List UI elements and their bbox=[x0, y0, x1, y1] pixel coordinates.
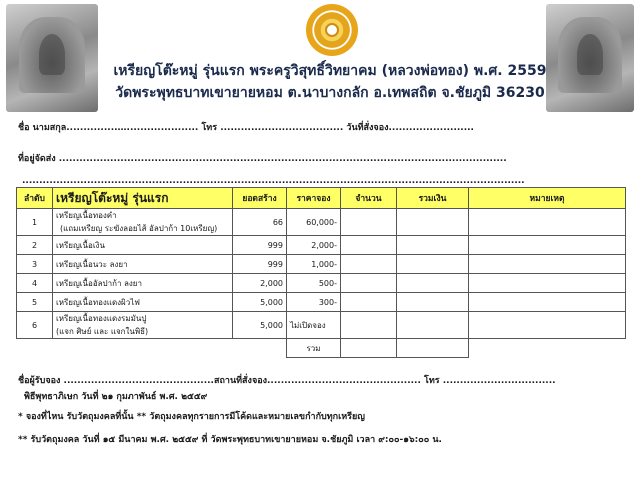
row-item: เหรียญเนื้อนวะ ลงยา bbox=[53, 255, 233, 274]
row-remark[interactable] bbox=[469, 274, 626, 293]
table-row bbox=[17, 236, 626, 255]
row-amount[interactable] bbox=[341, 312, 397, 339]
col-remark: หมายเหตุ bbox=[469, 188, 626, 209]
col-total: รวมเงิน bbox=[397, 188, 469, 209]
note-1: * จองที่ไหน รับวัตถุมงคลที่นั้น ** วัตถุมงคลทุกรายการมีโค้ดและหมายเลขกำกับทุกเหรียญ bbox=[18, 412, 365, 422]
row-amount[interactable] bbox=[341, 209, 397, 236]
table-row bbox=[17, 209, 626, 236]
row-amount[interactable] bbox=[341, 255, 397, 274]
total-sum[interactable] bbox=[397, 339, 469, 358]
table-row bbox=[17, 255, 626, 274]
row-total[interactable] bbox=[397, 209, 469, 236]
title-line-2: วัดพระพุทธบาทเขายายหอม ต.นาบางกลัก อ.เทพสถิต จ.ชัยภูมิ 36230 bbox=[115, 85, 545, 101]
row-item bbox=[53, 209, 233, 236]
title-line-1: เหรียญโต๊ะหมู่ รุ่นแรก พระครูวิสุทธิ์วิทยาคม (หลวงพ่อทอง) พ.ศ. 2559 bbox=[113, 63, 547, 79]
row-total[interactable] bbox=[397, 293, 469, 312]
table-row bbox=[17, 293, 626, 312]
row-amount[interactable] bbox=[341, 274, 397, 293]
dharma-wheel-seal bbox=[306, 4, 358, 56]
row-price: 300- bbox=[287, 293, 341, 312]
row-remark[interactable] bbox=[469, 236, 626, 255]
row-total[interactable] bbox=[397, 274, 469, 293]
col-amount: จำนวน bbox=[341, 188, 397, 209]
row-remark[interactable] bbox=[469, 209, 626, 236]
row-item: เหรียญเนื้อเงิน bbox=[53, 236, 233, 255]
row-no: 1 bbox=[17, 209, 53, 236]
total-row bbox=[17, 339, 626, 358]
row-total[interactable] bbox=[397, 236, 469, 255]
row-no: 6 bbox=[17, 312, 53, 339]
total-amount[interactable] bbox=[341, 339, 397, 358]
row-item: เหรียญเนื้ออัลปาก้า ลงยา bbox=[53, 274, 233, 293]
col-qty: ยอดสร้าง bbox=[233, 188, 287, 209]
row-amount[interactable] bbox=[341, 236, 397, 255]
note-2: ** รับวัตถุมงคล วันที่ ๑๕ มีนาคม พ.ศ. ๒๕๕๙ ที่ วัดพระพุทธบาทเขายายหอม จ.ชัยภูมิ เวลา ๙:๐๐-๑๖:๐๐ น. bbox=[18, 435, 442, 445]
row-qty: 5,000 bbox=[233, 312, 287, 339]
row-price: 1,000- bbox=[287, 255, 341, 274]
address-line-2: ................................................................................................................................................... bbox=[22, 176, 525, 186]
row-qty: 999 bbox=[233, 255, 287, 274]
row-qty: 66 bbox=[233, 209, 287, 236]
name-line: ชื่อ นามสกุล...............…..................... โทร .................................... วันที่สั่งจอง......................... bbox=[18, 123, 474, 133]
amulet-photo-left bbox=[6, 4, 98, 112]
total-label: รวม bbox=[287, 339, 341, 358]
receiver-line: ชื่อผู้รับจอง ............................................สถานที่สั่งจอง............................................. โทร ................................. bbox=[18, 376, 556, 386]
order-table bbox=[16, 187, 626, 358]
row-price: ไม่เปิดจอง bbox=[287, 312, 341, 339]
table-header-row bbox=[17, 188, 626, 209]
row-item: เหรียญเนื้อทองแดงผิวไฟ bbox=[53, 293, 233, 312]
row-no: 3 bbox=[17, 255, 53, 274]
row-remark[interactable] bbox=[469, 312, 626, 339]
amulet-photo-right bbox=[546, 4, 634, 112]
col-item: เหรียญโต๊ะหมู่ รุ่นแรก bbox=[53, 188, 233, 209]
row-price: 60,000- bbox=[287, 209, 341, 236]
item-name: เหรียญเนื้อทองคำ bbox=[56, 211, 117, 220]
item-note: (แจก ศิษย์ และ แจกในพิธี) bbox=[56, 327, 149, 336]
row-no: 5 bbox=[17, 293, 53, 312]
row-price: 500- bbox=[287, 274, 341, 293]
row-remark[interactable] bbox=[469, 255, 626, 274]
row-no: 4 bbox=[17, 274, 53, 293]
row-qty: 999 bbox=[233, 236, 287, 255]
address-line-1: ที่อยู่จัดส่ง ................................................................................................................................... bbox=[18, 154, 507, 164]
col-no: ลำดับ bbox=[17, 188, 53, 209]
row-amount[interactable] bbox=[341, 293, 397, 312]
row-price: 2,000- bbox=[287, 236, 341, 255]
item-name: เหรียญเนื้อทองแดงรมมันปู bbox=[56, 314, 147, 323]
row-remark[interactable] bbox=[469, 293, 626, 312]
table-row bbox=[17, 312, 626, 339]
item-note: (แถมเหรียญ ระฆังลอยไส้ อัลปาก้า 10เหรียญ) bbox=[60, 224, 218, 233]
col-price: ราคาจอง bbox=[287, 188, 341, 209]
row-no: 2 bbox=[17, 236, 53, 255]
row-total[interactable] bbox=[397, 255, 469, 274]
ceremony-date: พิธีพุทธาภิเษก วันที่ ๒๑ กุมภาพันธ์ พ.ศ. ๒๕๕๙ bbox=[24, 392, 208, 402]
row-qty: 2,000 bbox=[233, 274, 287, 293]
table-row bbox=[17, 274, 626, 293]
row-qty: 5,000 bbox=[233, 293, 287, 312]
row-item bbox=[53, 312, 233, 339]
row-total[interactable] bbox=[397, 312, 469, 339]
